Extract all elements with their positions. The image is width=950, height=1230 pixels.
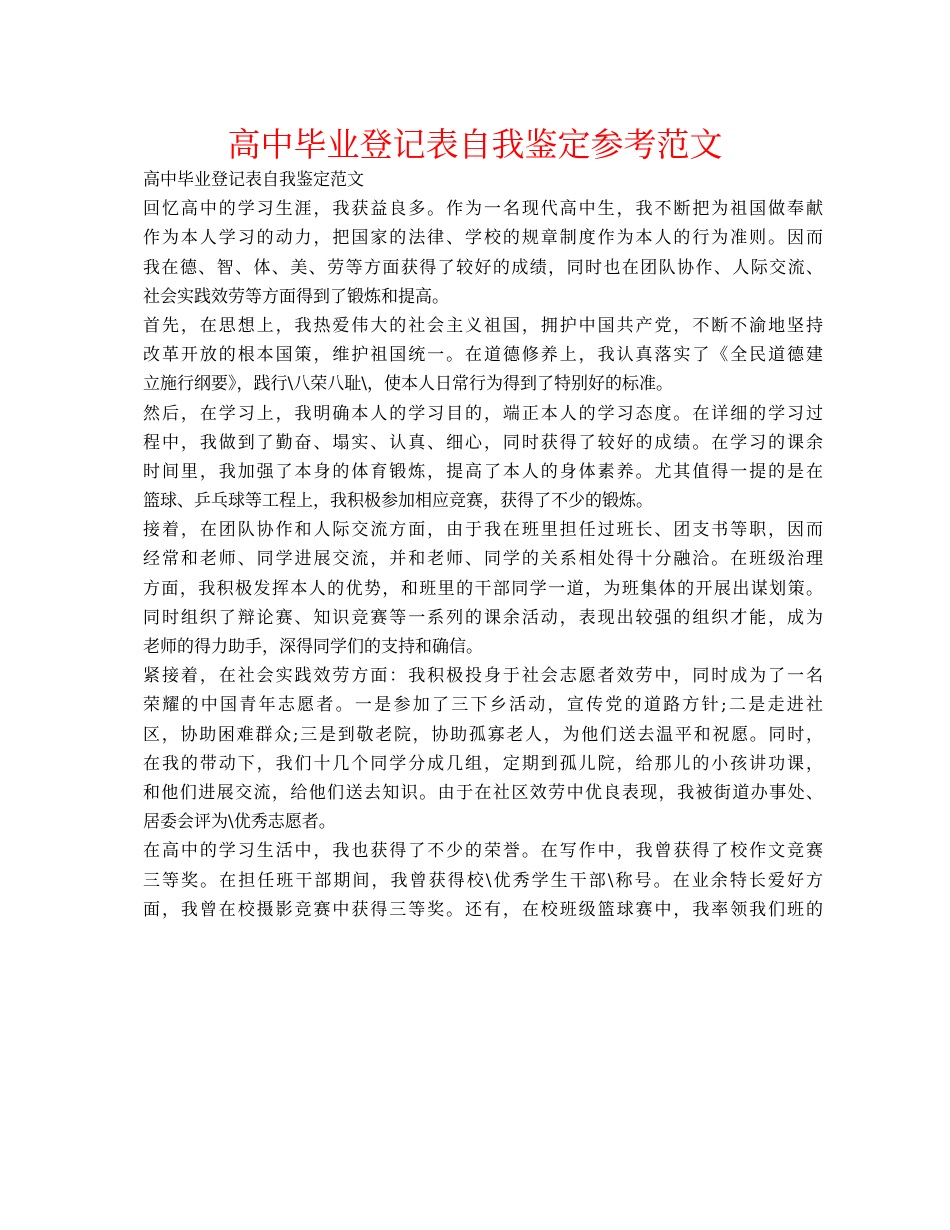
document-body <box>143 166 823 925</box>
body-line: 然后，在学习上，我明确本人的学习目的，端正本人的学习态度。在详细的学习过 <box>143 403 823 424</box>
body-line: 方面，我积极发挥本人的优势，和班里的干部同学一道，为班集体的开展出谋划策。 <box>143 578 823 599</box>
body-line: 回忆高中的学习生涯，我获益良多。作为一名现代高中生，我不断把为祖国做奉献 <box>143 199 823 220</box>
body-line: 和他们进展交流，给他们送去知识。由于在社区效劳中优良表现，我被街道办事处、 <box>143 782 823 803</box>
body-line: 接着，在团队协作和人际交流方面，由于我在班里担任过班长、团支书等职，因而 <box>143 520 823 541</box>
body-line: 立施行纲要》，践行\八荣八耻\，使本人日常行为得到了特别好的标准。 <box>143 374 673 395</box>
body-line: 荣耀的中国青年志愿者。一是参加了三下乡活动，宣传党的道路方针;二是走进社 <box>143 695 823 716</box>
body-line: 三等奖。在担任班干部期间，我曾获得校\优秀学生干部\称号。在业余特长爱好方 <box>143 870 823 891</box>
body-line: 居委会评为\优秀志愿者。 <box>143 812 336 833</box>
document-title: 高中毕业登记表自我鉴定参考范文 <box>227 125 723 164</box>
body-line: 改革开放的根本国策，维护祖国统一。在道德修养上，我认真落实了《全民道德建 <box>143 345 823 366</box>
body-line: 老师的得力助手，深得同学们的支持和确信。 <box>143 637 483 657</box>
body-line: 在高中的学习生活中，我也获得了不少的荣誉。在写作中，我曾获得了校作文竞赛 <box>143 841 823 862</box>
body-line: 社会实践效劳等方面得到了锻炼和提高。 <box>143 286 449 307</box>
body-line: 篮球、乒乓球等工程上，我积极参加相应竞赛，获得了不少的锻炼。 <box>143 491 653 512</box>
body-line: 紧接着，在社会实践效劳方面：我积极投身于社会志愿者效劳中，同时成为了一名 <box>143 666 823 687</box>
body-line: 经常和老师、同学进展交流，并和老师、同学的关系相处得十分融洽。在班级治理 <box>143 549 823 570</box>
body-line: 程中，我做到了勤奋、塌实、认真、细心，同时获得了较好的成绩。在学习的课余 <box>143 432 823 453</box>
body-line: 在我的带动下，我们十几个同学分成几组，定期到孤儿院，给那儿的小孩讲功课， <box>143 753 823 774</box>
body-line: 首先，在思想上，我热爱伟大的社会主义祖国，拥护中国共产党，不断不渝地坚持 <box>143 315 823 336</box>
body-line: 我在德、智、体、美、劳等方面获得了较好的成绩，同时也在团队协作、人际交流、 <box>143 257 823 278</box>
body-line: 时间里，我加强了本身的体育锻炼，提高了本人的身体素养。尤其值得一提的是在 <box>143 461 823 482</box>
body-line: 作为本人学习的动力，把国家的法律、学校的规章制度作为本人的行为准则。因而 <box>143 228 823 249</box>
body-line: 面，我曾在校摄影竞赛中获得三等奖。还有，在校班级篮球赛中，我率领我们班的 <box>143 899 823 920</box>
body-line: 同时组织了辩论赛、知识竞赛等一系列的课余活动，表现出较强的组织才能，成为 <box>143 607 823 628</box>
body-line: 高中毕业登记表自我鉴定范文 <box>143 170 364 190</box>
body-line: 区，协助困难群众;三是到敬老院，协助孤寡老人，为他们送去温平和祝愿。同时， <box>143 724 823 745</box>
